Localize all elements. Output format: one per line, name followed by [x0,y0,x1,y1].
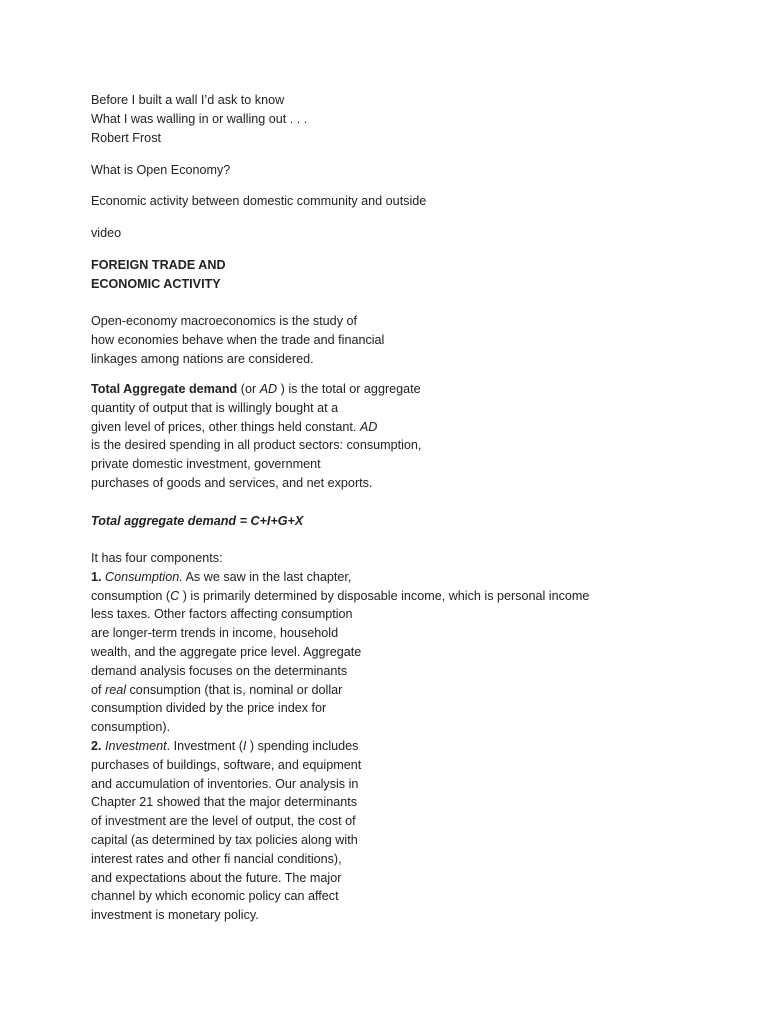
poem-line: What I was walling in or walling out . . . [91,111,308,126]
intro-line: linkages among nations are considered. [91,351,314,366]
consumption-line [91,681,589,700]
investment-line: and accumulation of inventories. Our analysis in [91,776,359,791]
ad-text: (or [237,382,260,396]
consumption-line [91,587,589,606]
ad-line: is the desired spending in all product sectors: consumption, [91,438,422,453]
heading-line: FOREIGN TRADE AND [91,258,226,272]
emphasis: real [105,682,127,697]
consumption-line: are longer-term trends in income, household [91,626,339,641]
investment-line: of investment are the level of output, the cost of [91,814,356,829]
aggregate-demand-definition [91,380,421,493]
ad-line: purchases of goods and services, and net exports. [91,475,373,490]
item-title: Consumption. [105,569,183,584]
ad-abbr: AD [359,419,378,434]
answer [91,192,426,211]
poem-epigraph [91,91,307,147]
ad-line [91,418,421,437]
ad-text: given level of prices, other things held constant. [91,419,360,434]
components-intro: It has four components: [91,551,223,565]
investment-line: and expectations about the future. The major [91,870,342,885]
ad-abbr: AD [259,382,278,396]
item-text: consumption ( [91,588,171,603]
symbol-c: C [170,588,180,603]
formula [91,512,303,531]
consumption-line: consumption divided by the price index for [91,701,327,716]
investment-line: capital (as determined by tax policies along with [91,832,358,847]
poem-author: Robert Frost [91,130,161,145]
intro-line: how economies behave when the trade and financial [91,332,385,347]
formula-text: Total aggregate demand = C+I+G+X [91,514,304,528]
investment-line: investment is monetary policy. [91,908,259,923]
section-heading [91,256,226,294]
investment-line: Chapter 21 showed that the major determinants [91,795,358,810]
video-label [91,224,121,243]
intro-paragraph [91,312,384,368]
poem-line: Before I built a wall I’d ask to know [91,93,285,107]
consumption-line [91,568,589,587]
item-text: consumption (that is, nominal or dollar [126,682,343,697]
question [91,161,230,180]
investment-line: purchases of buildings, software, and equipment [91,757,362,772]
consumption-line: consumption). [91,720,171,735]
item-title: Investment [105,738,167,753]
intro-line: Open-economy macroeconomics is the study of [91,314,357,328]
item-text: . Investment ( [166,738,243,753]
symbol-i: I [242,738,247,753]
item-text: ) is primarily determined by disposable income, which is personal income [179,588,590,603]
components-section [91,549,589,925]
heading-line: ECONOMIC ACTIVITY [91,276,221,291]
ad-line: private domestic investment, government [91,457,321,472]
investment-line: interest rates and other fi nancial conditions), [91,851,342,866]
item-text: As we saw in the last chapter, [182,569,352,584]
ad-line [91,380,421,399]
item-text: ) spending includes [246,738,359,753]
item-number: 2. [91,738,102,753]
consumption-line: demand analysis focuses on the determinants [91,663,348,678]
consumption-line: wealth, and the aggregate price level. Aggregate [91,644,362,659]
ad-text: ) is the total or aggregate [277,382,421,396]
ad-line: quantity of output that is willingly bought at a [91,400,339,415]
consumption-line: less taxes. Other factors affecting consumption [91,607,353,622]
answer-text: Economic activity between domestic community and outside [91,194,427,208]
ad-term: Total Aggregate demand [91,382,238,396]
question-text: What is Open Economy? [91,163,231,177]
investment-line [91,737,589,756]
item-text: of [91,682,106,697]
video-text: video [91,226,122,240]
investment-line: channel by which economic policy can affect [91,889,339,904]
item-number: 1. [91,569,102,584]
